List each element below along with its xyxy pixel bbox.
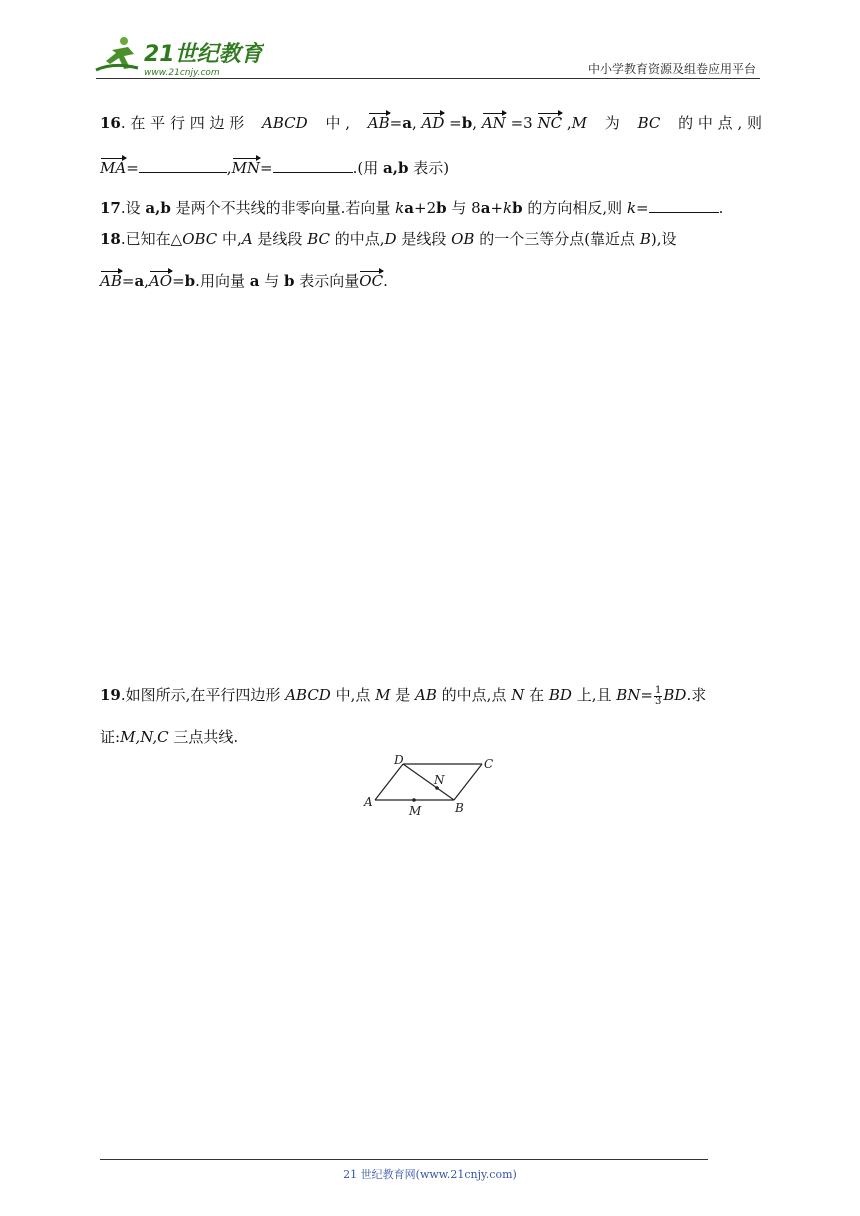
text: M,N,C bbox=[120, 728, 169, 746]
question-number: 19 bbox=[100, 686, 121, 704]
text: a bbox=[480, 199, 491, 217]
point-label-n: N bbox=[434, 773, 445, 787]
text: , bbox=[226, 159, 232, 177]
text: k bbox=[503, 199, 513, 217]
text: a bbox=[404, 199, 414, 217]
text: A bbox=[241, 230, 253, 248]
text: =3 bbox=[510, 114, 533, 132]
fraction-one-third bbox=[654, 686, 662, 707]
text: 是线段 bbox=[396, 230, 452, 248]
vector-an: AN bbox=[481, 114, 506, 132]
footer-divider bbox=[100, 1159, 708, 1160]
vertex-label-c: C bbox=[484, 757, 494, 771]
text: 的 中 点 , 则 bbox=[678, 114, 762, 132]
text: M bbox=[375, 686, 391, 704]
text: BC bbox=[637, 114, 661, 132]
text: D bbox=[384, 230, 397, 248]
text: 是两个不共线的非零向量.若向量 bbox=[170, 199, 396, 217]
text: 证: bbox=[100, 728, 121, 746]
fraction-numerator: 1 bbox=[655, 684, 662, 696]
text: a,b bbox=[145, 199, 171, 217]
text: 三点共线. bbox=[168, 728, 239, 746]
vertex-label-b: B bbox=[455, 801, 464, 815]
text: = bbox=[640, 686, 653, 704]
text: b bbox=[184, 272, 196, 290]
question-number: 16 bbox=[100, 114, 121, 132]
text: 与 bbox=[259, 272, 284, 290]
text: 的方向相反,则 bbox=[522, 199, 627, 217]
text: .已知在△ bbox=[120, 230, 183, 248]
text: ),设 bbox=[650, 230, 677, 248]
text: , bbox=[472, 114, 478, 132]
text: 表示) bbox=[408, 159, 450, 177]
text: b bbox=[284, 272, 295, 290]
text: 是 bbox=[390, 686, 416, 704]
parallelogram-figure bbox=[358, 752, 500, 824]
text: 为 bbox=[604, 114, 620, 132]
question-19-line-2 bbox=[100, 726, 762, 748]
question-18-line-2 bbox=[100, 270, 762, 292]
text: ABCD bbox=[262, 114, 308, 132]
text: M bbox=[571, 114, 587, 132]
text: . bbox=[718, 199, 724, 217]
text: a bbox=[402, 114, 412, 132]
text: . 在 平 行 四 边 形 bbox=[120, 114, 245, 132]
question-17 bbox=[100, 196, 762, 219]
text: b bbox=[461, 114, 473, 132]
question-18-line-1 bbox=[100, 228, 762, 250]
text: = bbox=[389, 114, 403, 132]
question-16-line-2 bbox=[100, 156, 762, 179]
text: 与 8 bbox=[446, 199, 481, 217]
fraction-denominator: 3 bbox=[655, 695, 662, 707]
text: BD bbox=[663, 686, 687, 704]
text: = bbox=[636, 199, 649, 217]
point-label-m: M bbox=[409, 804, 422, 818]
question-number: 18 bbox=[100, 230, 121, 248]
text: 的一个三等分点(靠近点 bbox=[474, 230, 640, 248]
vector-ab: AB bbox=[367, 114, 390, 132]
question-19-line-1 bbox=[100, 684, 762, 707]
answer-blank[interactable] bbox=[139, 156, 227, 173]
text: 中, bbox=[217, 230, 242, 248]
text: 是线段 bbox=[252, 230, 308, 248]
text: a bbox=[134, 272, 145, 290]
text: = bbox=[260, 159, 273, 177]
question-16-line-1 bbox=[100, 112, 762, 134]
text: BD bbox=[548, 686, 572, 704]
question-number: 17 bbox=[100, 199, 121, 217]
text: a bbox=[249, 272, 260, 290]
vertex-label-d: D bbox=[394, 753, 404, 767]
text: a,b bbox=[383, 159, 409, 177]
text: OB bbox=[451, 230, 475, 248]
text: 中,点 bbox=[330, 686, 376, 704]
platform-tagline: 中小学教育资源及组卷应用平台 bbox=[587, 62, 756, 76]
vector-nc: NC bbox=[537, 114, 563, 132]
answer-blank[interactable] bbox=[649, 196, 719, 213]
text: b bbox=[512, 199, 523, 217]
vector-oc: OC bbox=[359, 272, 384, 290]
vector-ad: AD bbox=[421, 114, 445, 132]
text: BC bbox=[307, 230, 330, 248]
text: 中 , bbox=[325, 114, 351, 132]
text: ABCD bbox=[285, 686, 331, 704]
text: + bbox=[490, 199, 504, 217]
text: , bbox=[144, 272, 149, 290]
vector-ma: MA bbox=[100, 159, 127, 177]
text: . bbox=[383, 272, 388, 290]
text: k bbox=[626, 199, 637, 217]
text: 上,且 bbox=[571, 686, 617, 704]
text: BN bbox=[616, 686, 641, 704]
vertex-label-a: A bbox=[364, 795, 373, 809]
text: 的中点, bbox=[329, 230, 385, 248]
vector-mn: MN bbox=[231, 159, 261, 177]
answer-blank[interactable] bbox=[273, 156, 353, 173]
text: .(用 bbox=[352, 159, 384, 177]
text: = bbox=[121, 272, 135, 290]
text: .设 bbox=[120, 199, 146, 217]
text: , bbox=[566, 114, 572, 132]
text: k bbox=[395, 199, 405, 217]
text: OBC bbox=[182, 230, 218, 248]
text: .如图所示,在平行四边形 bbox=[120, 686, 286, 704]
text: 在 bbox=[524, 686, 549, 704]
text: .用向量 bbox=[195, 272, 250, 290]
text: = bbox=[126, 159, 139, 177]
text: b bbox=[436, 199, 447, 217]
footer-text: 21 世纪教育网(www.21cnjy.com) bbox=[343, 1168, 517, 1181]
text: 表示向量 bbox=[294, 272, 360, 290]
svg-text:www.21cnjy.com: www.21cnjy.com bbox=[144, 68, 220, 78]
text: B bbox=[639, 230, 651, 248]
text: .求 bbox=[686, 686, 707, 704]
text: , bbox=[411, 114, 417, 132]
text: AB bbox=[415, 686, 437, 704]
header-divider bbox=[96, 78, 760, 79]
text: 的中点,点 bbox=[436, 686, 512, 704]
text: = bbox=[172, 272, 185, 290]
brand-logo bbox=[94, 34, 264, 78]
text: = bbox=[449, 114, 462, 132]
vector-ab: AB bbox=[100, 272, 122, 290]
svg-text:21世纪教育: 21世纪教育 bbox=[144, 42, 263, 67]
vector-ao: AO bbox=[148, 272, 173, 290]
text: +2 bbox=[414, 199, 437, 217]
text: N bbox=[511, 686, 525, 704]
